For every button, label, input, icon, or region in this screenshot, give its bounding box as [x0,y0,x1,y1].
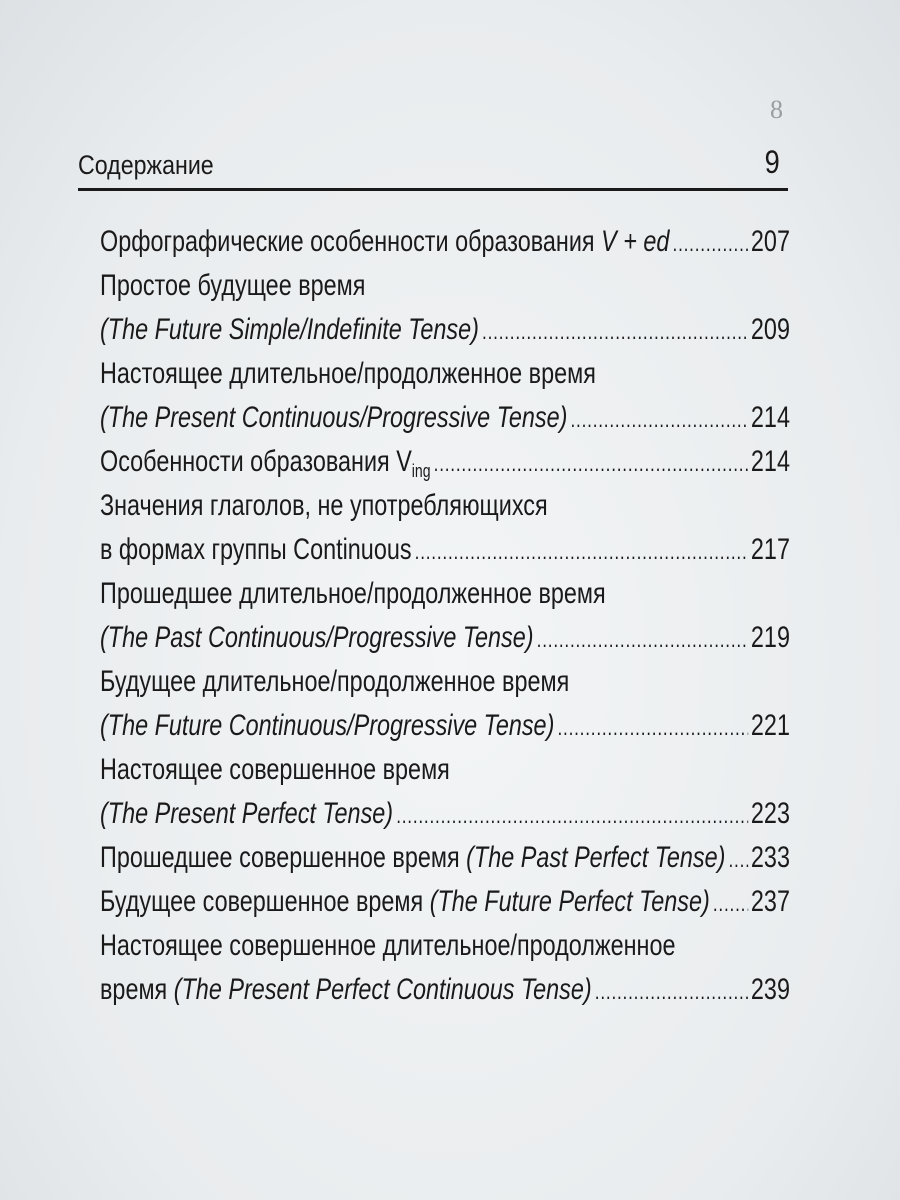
toc-entry-italic: (The Present Continuous/Progressive Tense) [100,401,568,434]
toc-entry-italic: (The Past Perfect Tense) [466,841,726,874]
leader-dots [482,310,748,354]
toc-entry-title [100,572,606,616]
toc-entry-text: Будущее совершенное время [100,885,430,918]
leader-dots [729,838,748,882]
leader-dots [415,530,748,574]
toc-entry [100,880,790,924]
toc-entry-text: Орфографические особенности образования [100,225,602,258]
leader-dots [570,398,747,442]
toc-entry [100,572,790,616]
toc-entry-text: Особенности образования V [100,445,412,478]
toc-entry [100,396,790,440]
toc-entry-title [100,484,548,528]
toc-entry-title [100,704,554,748]
leader-dots [713,882,748,926]
toc-entry [100,440,790,484]
toc-entry-title [100,396,567,440]
toc-entry-italic: (The Future Perfect Tense) [429,885,710,918]
toc-entry-page: 217 [750,533,790,566]
toc-entry-text: Значения глаголов, не употребляющихся [100,489,548,522]
toc-entry [100,484,790,528]
corner-page-number: 8 [770,95,783,124]
toc-entry-text: Простое будущее время [100,269,366,302]
header-page-number: 9 [764,144,780,180]
toc-entry-title [100,924,676,968]
toc-entry-text: в формах группы Continuous [100,533,412,566]
toc-entry-title [100,528,412,572]
toc-entry-title [100,264,365,308]
header-title: Содержание [78,150,214,180]
toc-entry-title [100,880,710,924]
toc-entry [100,968,790,1012]
toc-entry-text: Настоящее длительное/продолженное время [100,357,596,390]
toc-entry-italic: (The Future Simple/Indefinite Tense) [100,313,479,346]
toc-entry-page: 207 [750,225,790,258]
toc-entry-text: время [100,973,174,1006]
toc-entry [100,616,790,660]
toc-entry-italic: (The Past Continuous/Progressive Tense) [100,621,534,654]
toc-entry-page: 214 [750,445,790,478]
table-of-contents [100,220,790,1012]
toc-entry-title [100,748,450,792]
toc-entry-page: 219 [750,621,790,654]
leader-dots [537,618,748,662]
toc-entry-page: 209 [750,313,790,346]
toc-entry-page: 223 [750,797,790,830]
toc-entry [100,264,790,308]
toc-entry-page: 214 [750,401,790,434]
leader-dots [595,970,748,1014]
toc-entry [100,308,790,352]
toc-entry [100,792,790,836]
leader-dots [557,706,747,750]
toc-entry-italic: V + ed [601,225,670,258]
toc-entry-page: 221 [750,709,790,742]
toc-entry-page: 237 [750,885,790,918]
toc-entry-title [100,968,592,1012]
toc-entry-subscript: ing [411,461,431,481]
toc-entry-text: Прошедшее длительное/продолженное время [100,577,606,610]
leader-dots [673,222,748,266]
toc-entry-title [100,308,479,352]
toc-entry [100,924,790,968]
running-header [78,140,788,191]
toc-entry-title [100,792,393,836]
toc-entry-title [100,616,534,660]
leader-dots [396,794,748,838]
toc-entry-text: Настоящее совершенное длительное/продолженное [100,929,676,962]
toc-entry [100,748,790,792]
toc-entry-title [100,352,596,396]
toc-entry-title [100,220,669,264]
toc-entry [100,528,790,572]
toc-entry [100,220,790,264]
toc-entry [100,660,790,704]
toc-entry [100,704,790,748]
toc-entry-text: Будущее длительное/продолженное время [100,665,570,698]
toc-entry-text: Настоящее совершенное время [100,753,450,786]
toc-entry-title [100,836,725,880]
toc-entry-italic: (The Present Perfect Tense) [100,797,394,830]
leader-dots [434,442,748,486]
toc-entry-italic: (The Present Perfect Continuous Tense) [173,973,592,1006]
toc-entry-text: Прошедшее совершенное время [100,841,467,874]
toc-entry-title [100,660,569,704]
toc-entry [100,352,790,396]
toc-entry [100,836,790,880]
toc-entry-italic: (The Future Continuous/Progressive Tense) [100,709,555,742]
toc-entry-page: 239 [750,973,790,1006]
toc-entry-page: 233 [750,841,790,874]
